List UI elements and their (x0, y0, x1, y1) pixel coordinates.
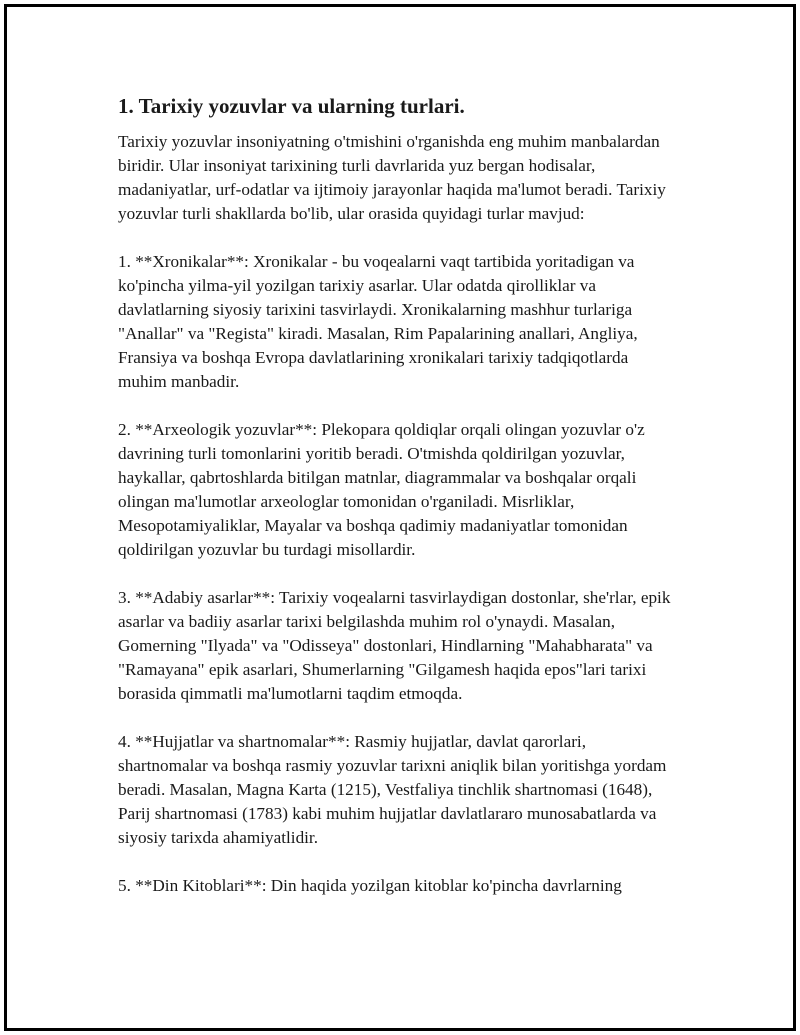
paragraph-literary: 3. **Adabiy asarlar**: Tarixiy voqealarni tasvirlaydigan dostonlar, she'rlar, epik asarlar va badiiy asarlar tarixi belgilashda muhim rol o'ynaydi. Masalan, Gomerning "Ilyada" va "Odisseya" dostonlari, Hindlarning "Mahabharata" va "Ramayana" epik asarlari, Shumerlarning "Gilgamesh haqida epos"lari tarixi borasida qimmatli ma'lumotlarni taqdim etmoqda. (118, 588, 671, 703)
paragraph-religious-books: 5. **Din Kitoblari**: Din haqida yozilgan kitoblar ko'pincha davrlarning (118, 876, 622, 895)
paragraph-documents: 4. **Hujjatlar va shartnomalar**: Rasmiy hujjatlar, davlat qarorlari, shartnomalar va boshqa rasmiy yozuvlar tarixni aniqlik bilan yoritishga yordam beradi. Masalan, Magna Karta (1215), Vestfaliya tinchlik shartnomasi (1648), Parij shartnomasi (1783) kabi muhim hujjatlar davlatlararo munosabatlarda va siyosiy tarixda ahamiyatlidir. (118, 732, 667, 847)
intro-paragraph: Tarixiy yozuvlar insoniyatning o'tmishini o'rganishda eng muhim manbalardan biridir. Ular insoniyat tarixining turli davrlarida yuz bergan hodisalar, madaniyatlar, urf-odatlar va ijtimoiy jarayonlar haqida ma'lumot beradi. Tarixiy yozuvlar turli shakllarda bo'lib, ular orasida quyidagi turlar mavjud: (118, 132, 666, 223)
section-title: 1. Tarixiy yozuvlar va ularning turlari. (118, 94, 465, 118)
paragraph-chronicles: 1. **Xronikalar**: Xronikalar - bu voqealarni vaqt tartibida yoritadigan va ko'pincha yilma-yil yozilgan tarixiy asarlar. Ular odatda qirolliklar va davlatlarning siyosiy tarixini tasvirlaydi. Xronikalarning mashhur turlariga "Anallar" va "Regista" kiradi. Masalan, Rim Papalarining anallari, Angliya, Fransiya va boshqa Evropa davlatlarining xronikalari tarixiy tadqiqotlarda muhim manbadir. (118, 252, 638, 391)
document-page (118, 92, 678, 922)
paragraph-archaeological: 2. **Arxeologik yozuvlar**: Plekopara qoldiqlar orqali olingan yozuvlar o'z davrining turli tomonlarini yoritib beradi. O'tmishda qoldirilgan yozuvlar, haykallar, qabrtoshlarda bitilgan matnlar, diagrammalar va boshqalar orqali olingan ma'lumotlar arxeologlar tomonidan o'rganiladi. Misrliklar, Mesopotamiyaliklar, Mayalar va boshqa qadimiy madaniyatlar tomonidan qoldirilgan yozuvlar bu turdagi misollardir. (118, 420, 645, 559)
